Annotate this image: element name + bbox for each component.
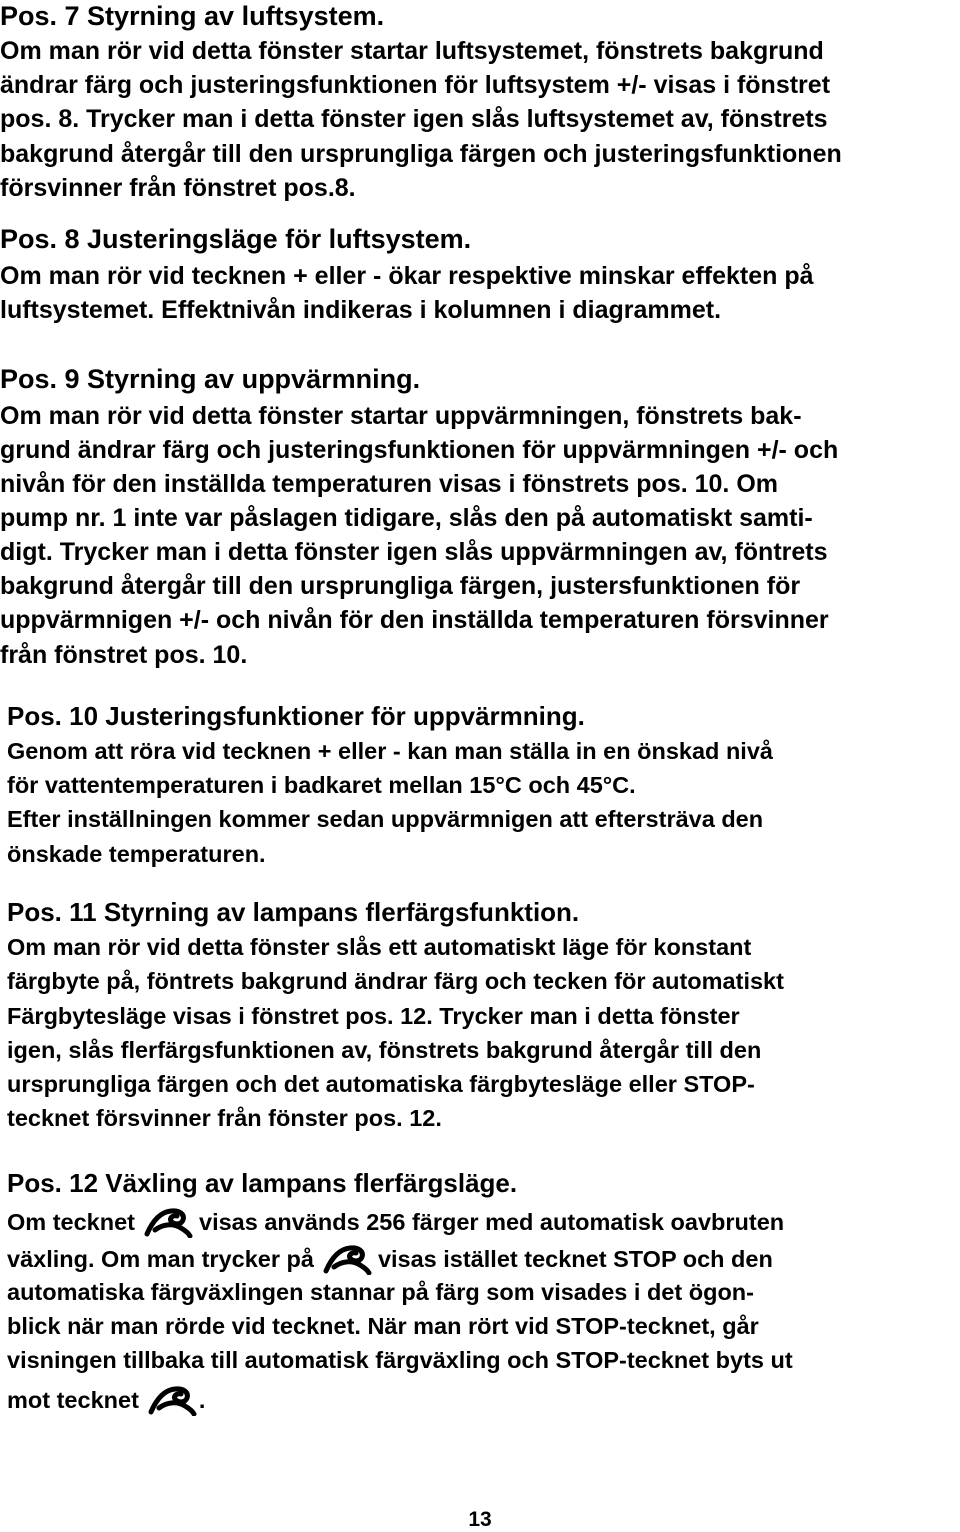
body-line: bakgrund återgår till den ursprungliga färgen, justersfunktionen för (0, 572, 801, 600)
body-line: ändrar färg och justeringsfunktionen för luftsystem +/- visas i fönstret (0, 71, 831, 99)
heading-pos-8: Pos. 8 Justeringsläge för luftsystem. (0, 224, 472, 254)
body-text: visas istället tecknet STOP och den (377, 1246, 773, 1272)
body-line: Om man rör vid detta fönster slås ett automatiskt läge för konstant (7, 934, 752, 960)
page-number: 13 (468, 1508, 492, 1531)
body-line: nivån för den inställda temperaturen visas i fönstrets pos. 10. Om (0, 470, 778, 498)
heading-pos-7: Pos. 7 Styrning av luftsystem. (0, 1, 385, 31)
heading-pos-10: Pos. 10 Justeringsfunktioner för uppvärmning. (7, 701, 585, 731)
body-line-with-icon (7, 1206, 784, 1238)
body-line: igen, slås flerfärgsfunktionen av, fönstrets bakgrund återgår till den (7, 1037, 762, 1063)
body-line: önskade temperaturen. (7, 841, 266, 867)
body-text: mot tecknet (7, 1387, 139, 1413)
body-line: Om man rör vid detta fönster startar uppvärmningen, fönstrets bak- (0, 402, 802, 430)
body-line-with-icon (7, 1384, 205, 1416)
body-line: Om man rör vid detta fönster startar luftsystemet, fönstrets bakgrund (0, 37, 824, 65)
swirl-icon (322, 1243, 372, 1275)
body-line: för vattentemperaturen i badkaret mellan 15°C och 45°C. (7, 772, 636, 798)
swirl-icon (143, 1206, 193, 1238)
body-line: pos. 8. Trycker man i detta fönster igen slås luftsystemet av, fönstrets (0, 105, 828, 133)
body-line: färgbyte på, föntrets bakgrund ändrar färg och tecken för automatiskt (7, 968, 784, 994)
heading-pos-9: Pos. 9 Styrning av uppvärmning. (0, 364, 421, 394)
body-line: pump nr. 1 inte var påslagen tidigare, slås den på automatiskt samti- (0, 504, 813, 532)
heading-pos-12: Pos. 12 Växling av lampans flerfärgsläge. (7, 1168, 518, 1198)
body-text: visas används 256 färger med automatisk oavbruten (199, 1209, 785, 1235)
body-line: bakgrund återgår till den ursprungliga färgen och justeringsfunktionen (0, 140, 842, 168)
body-line: tecknet försvinner från fönster pos. 12. (7, 1105, 442, 1131)
body-line: luftsystemet. Effektnivån indikeras i kolumnen i diagrammet. (0, 296, 722, 324)
body-line: Färgbytesläge visas i fönstret pos. 12. Trycker man i detta fönster (7, 1003, 740, 1029)
body-line-with-icon (7, 1243, 773, 1275)
body-line: digt. Trycker man i detta fönster igen slås uppvärmningen av, föntrets (0, 538, 828, 566)
heading-pos-11: Pos. 11 Styrning av lampans flerfärgsfunktion. (7, 897, 580, 927)
body-line: Om man rör vid tecknen + eller - ökar respektive minskar effekten på (0, 262, 814, 290)
swirl-icon (147, 1384, 197, 1416)
body-text: växling. Om man trycker på (7, 1246, 314, 1272)
body-line: från fönstret pos. 10. (0, 641, 248, 669)
body-line: ursprungliga färgen och det automatiska färgbytesläge eller STOP- (7, 1071, 755, 1097)
body-line: Genom att röra vid tecknen + eller - kan man ställa in en önskad nivå (7, 738, 773, 764)
body-text: Om tecknet (7, 1209, 135, 1235)
body-line: Efter inställningen kommer sedan uppvärmnigen att eftersträva den (7, 806, 764, 832)
body-line: blick när man rörde vid tecknet. När man rört vid STOP-tecknet, går (7, 1313, 759, 1339)
body-text: . (198, 1387, 206, 1413)
body-line: uppvärmnigen +/- och nivån för den inställda temperaturen försvinner (0, 606, 829, 634)
body-line: automatiska färgväxlingen stannar på färg som visades i det ögon- (7, 1279, 754, 1305)
body-line: försvinner från fönstret pos.8. (0, 174, 356, 202)
body-line: visningen tillbaka till automatisk färgväxling och STOP-tecknet byts ut (7, 1347, 793, 1373)
body-line: grund ändrar färg och justeringsfunktionen för uppvärmningen +/- och (0, 436, 839, 464)
